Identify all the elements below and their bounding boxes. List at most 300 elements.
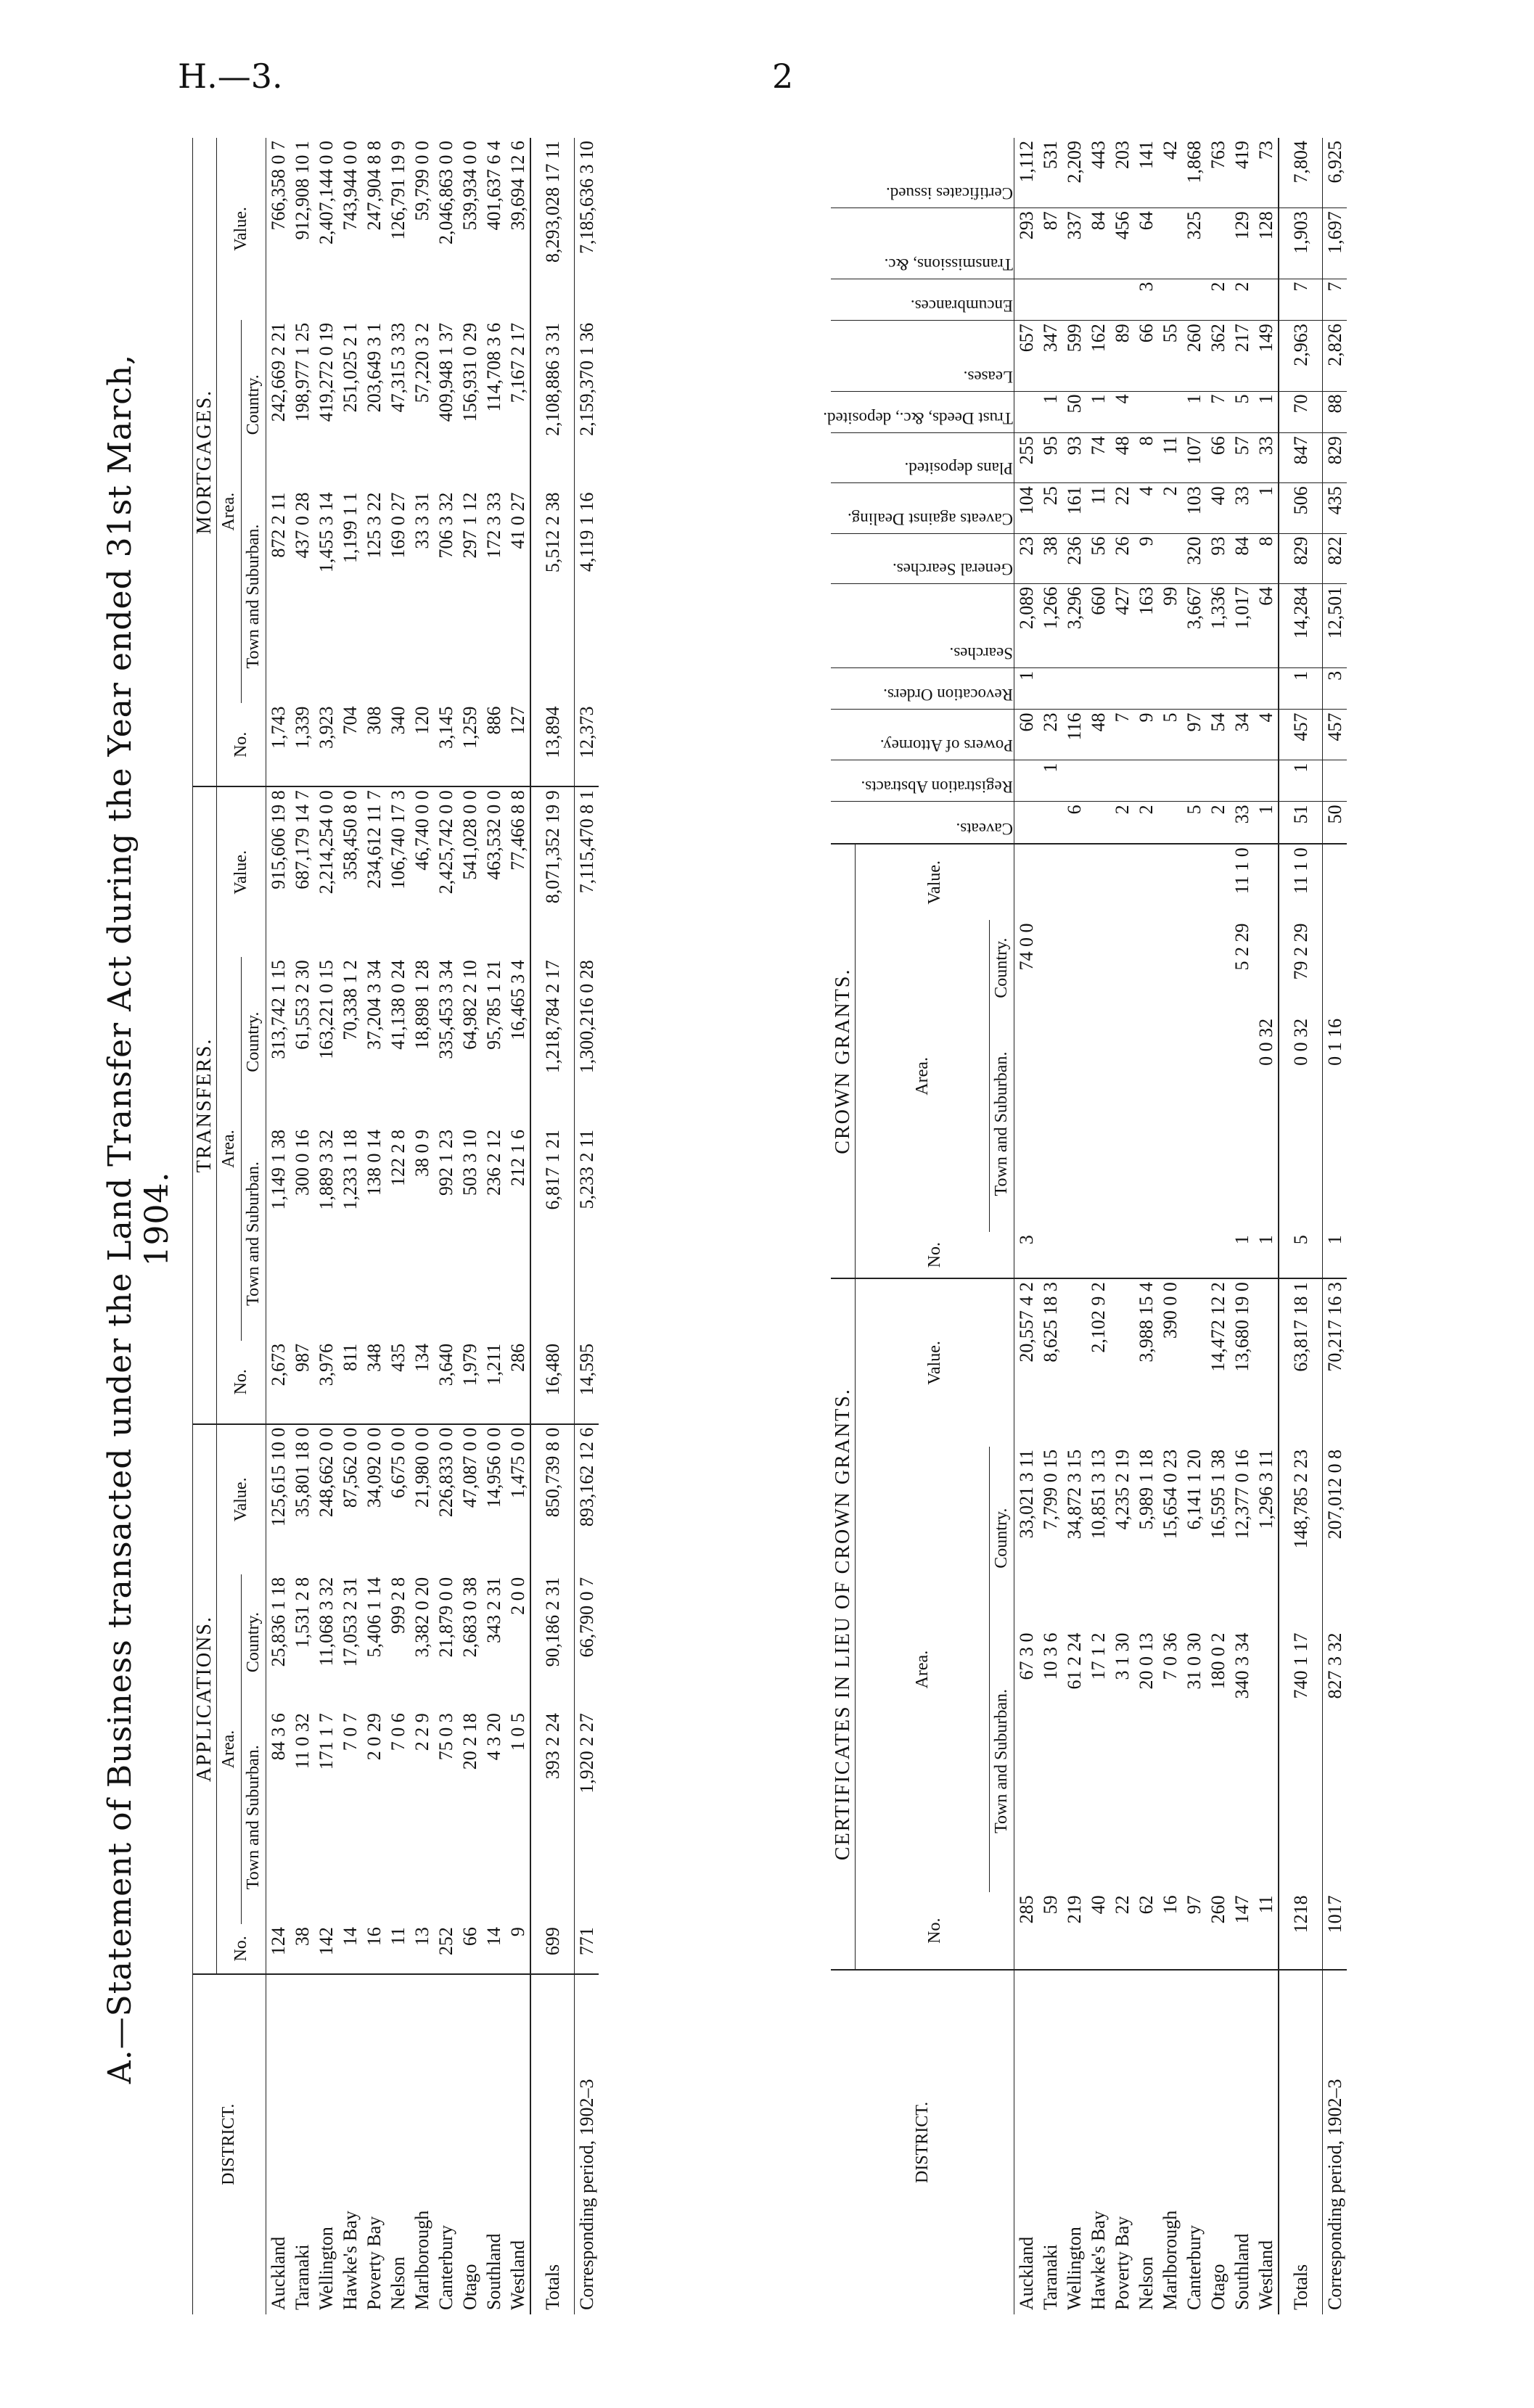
value-cell: 95,785 1 21 [483,960,504,1050]
value-cell: 1,531 2 8 [292,1577,313,1648]
value-cell [1110,1232,1134,1278]
table-row [1206,138,1230,2314]
count-cell: 104 [1014,483,1039,533]
applications-header: APPLICATIONS. [192,1424,217,1974]
value-cell: 127 [507,706,528,735]
district-name: Totals [530,1974,575,2314]
count-cell: 657 [1014,321,1039,391]
value-cell: 1,259 [459,706,480,749]
value-cell: 57,220 3 2 [411,322,432,403]
count-cell: 50 [1062,391,1086,433]
value-cell: 435 [387,1343,409,1372]
table-row [362,138,386,2314]
count-cell: 1,868 [1182,138,1206,208]
count-cell: 419 [1230,138,1254,208]
count-cell: 34 [1230,710,1254,760]
general-searches-header: General Searches. [892,559,1013,578]
value-cell: 14,956 0 0 [482,1424,506,1574]
value-cell: 75 0 3 [435,1713,456,1761]
count-cell: 103 [1182,483,1206,533]
value-cell: 340 [387,706,409,735]
value-cell [1134,1232,1158,1278]
count-cell [1014,802,1039,844]
count-cell [1086,760,1110,802]
powers-of-attorney-header: Powers of Attorney. [879,736,1013,755]
value-cell: 0 0 32 [1255,1018,1276,1066]
count-cell [1110,279,1134,321]
value-cell: 59,799 0 0 [411,141,432,221]
country-header: Country. [990,920,1014,1015]
value-cell: 252 [435,1927,456,1956]
business-table [192,138,599,2314]
value-cell: 169 0 27 [387,492,409,559]
count-cell: 1 [1038,391,1062,433]
count-cell: 236 [1062,533,1086,583]
value-cell: 1,149 1 38 [268,1129,289,1210]
value-cell: 850,739 8 0 [530,1424,575,1574]
count-cell: 203 [1110,138,1134,208]
value-cell: 14,595 [575,1341,599,1424]
district-name: Taranaki [1038,1970,1062,2314]
count-cell: 73 [1254,138,1279,208]
value-cell: 106,740 17 3 [386,786,410,957]
count-cell: 1,266 [1038,583,1062,667]
value-cell: 893,162 12 6 [575,1424,599,1574]
value-cell: 743,944 0 0 [340,141,361,231]
value-cell: 11 0 32 [292,1713,313,1770]
value-cell: 9 [507,1927,528,1937]
value-cell [1014,844,1039,920]
value-cell: 987 [292,1343,313,1372]
trust-deeds-header: Trust Deeds, &c., deposited. [823,409,1013,428]
value-cell: 7,115,470 8 1 [575,786,599,957]
count-cell [1038,279,1062,321]
value-cell [1206,1232,1230,1278]
count-cell: 443 [1086,138,1110,208]
count-cell: 5 [1182,802,1206,844]
value-cell: 37,204 3 34 [364,960,385,1050]
value-cell: 134 [411,1343,432,1372]
value-cell: 11 1 0 [1279,844,1323,920]
corresponding-period-row [1323,138,1348,2314]
count-cell: 7,804 [1279,138,1323,208]
count-cell: 1,017 [1230,583,1254,667]
count-cell: 2,089 [1014,583,1039,667]
value-cell: 1,211 [483,1343,504,1386]
district-name: Southland [1230,1970,1254,2314]
count-cell: 93 [1062,433,1086,483]
value-cell: 22 [1112,1895,1133,1915]
count-cell: 4 [1134,483,1158,533]
value-cell: 38 [292,1927,313,1947]
table-row [314,138,338,2314]
value-cell: 3,976 [316,1343,337,1386]
no-header: No. [217,1341,266,1424]
district-name: Canterbury [1182,1970,1206,2314]
count-cell [1323,760,1348,802]
count-cell: 1,336 [1206,583,1230,667]
value-cell: 7 0 6 [387,1713,409,1751]
district-name: Auckland [1014,1970,1039,2314]
count-cell: 847 [1279,433,1323,483]
value-cell: 61,553 2 30 [292,960,313,1050]
value-cell: 14 [340,1927,361,1947]
table-row [1182,138,1206,2314]
count-cell: 1,697 [1323,208,1348,279]
count-cell: 33 [1254,433,1279,483]
value-cell: 766,358 0 7 [268,141,289,231]
count-cell: 362 [1206,321,1230,391]
value-cell: 4 3 20 [483,1713,504,1761]
value-cell [1086,920,1110,1015]
value-cell: 87,562 0 0 [338,1424,362,1574]
value-cell: 706 3 32 [435,492,456,559]
count-cell: 33 [1230,483,1254,533]
transfers-header: TRANSFERS. [192,786,217,1423]
count-cell: 116 [1062,710,1086,760]
count-cell [1014,279,1039,321]
value-cell: 38 0 9 [411,1129,432,1177]
count-cell [1230,667,1254,710]
district-name: Hawke's Bay [338,1974,362,2314]
value-cell: 699 [530,1924,575,1973]
count-cell: 1 [1254,391,1279,433]
value-cell [1110,920,1134,1015]
count-cell: 50 [1323,802,1348,844]
value-cell: 3 1 30 [1112,1632,1133,1680]
value-cell: 992 1 23 [435,1129,456,1196]
count-cell: 1 [1182,391,1206,433]
value-cell: 31 0 30 [1184,1632,1205,1690]
count-cell: 11 [1086,483,1110,533]
value-cell: 79 2 29 [1279,920,1323,1015]
value-cell [1086,1016,1110,1232]
count-cell: 55 [1158,321,1182,391]
value-cell: 260 [1207,1895,1229,1924]
value-cell: 1,218,784 2 17 [530,957,575,1127]
plans-deposited-header: Plans deposited. [904,459,1013,478]
value-cell: 84 3 6 [268,1713,289,1761]
table-row [1086,138,1110,2314]
district-name: Nelson [1134,1970,1158,2314]
count-cell: 763 [1206,138,1230,208]
value-cell: 6,817 1 21 [530,1127,575,1341]
value-cell: 740 1 17 [1279,1630,1323,1892]
registration-abstracts-header: Registration Abstracts. [861,778,1013,797]
value-cell: 343 2 31 [483,1577,504,1643]
value-cell: 16,465 3 4 [507,960,528,1040]
value-cell: 77,466 8 8 [506,786,530,957]
value-cell: 1 [1255,1235,1276,1245]
value-cell [1254,1630,1279,1892]
count-cell [1158,760,1182,802]
value-cell: 138 0 14 [364,1129,385,1196]
count-cell: 2,826 [1323,321,1348,391]
count-cell: 2,963 [1279,321,1323,391]
value-cell: 248,662 0 0 [314,1424,338,1574]
value-cell [1182,1232,1206,1278]
count-cell: 23 [1014,533,1039,583]
district-name: Otago [1206,1970,1230,2314]
district-name: Corresponding period, 1902–3 [575,1974,599,2314]
value-cell: 0 1 16 [1323,1016,1348,1232]
value-cell [1062,920,1086,1015]
value-cell: 126,791 19 9 [387,141,409,240]
value-cell: 219 [1064,1895,1085,1924]
value-cell: 124 [268,1927,289,1956]
district-name: Marlborough [1158,1970,1182,2314]
count-cell: 74 [1086,433,1110,483]
count-cell: 829 [1279,533,1323,583]
value-cell: 2,102 9 2 [1086,1278,1110,1447]
value-cell: 62 [1136,1895,1157,1915]
value-cell [1110,1278,1134,1447]
count-cell [1062,279,1086,321]
area-header: Area. [217,320,242,704]
value-cell: 1,475 0 0 [506,1424,530,1574]
value-cell: 6,675 0 0 [386,1424,410,1574]
value-cell: 212 1 6 [507,1129,528,1186]
value-cell: 1,455 3 14 [316,492,337,573]
district-name: Hawke's Bay [1086,1970,1110,2314]
count-cell [1038,667,1062,710]
count-cell: 1 [1254,483,1279,533]
value-cell [1182,1016,1206,1232]
value-cell: 34,092 0 0 [362,1424,386,1574]
value-cell: 15,654 0 23 [1160,1449,1181,1540]
value-cell: 358,450 8 0 [338,786,362,957]
crown-grants-header: CROWN GRANTS. [831,844,856,1278]
certificates-table-body [1014,138,1348,2314]
value-cell: 34,872 3 15 [1064,1449,1085,1540]
count-cell: 22 [1110,483,1134,533]
value-cell: 11 [387,1927,409,1946]
count-cell: 64 [1254,583,1279,667]
value-cell [1230,1016,1254,1232]
value-cell: 4,119 1 16 [575,490,599,704]
value-cell: 247,904 8 8 [364,141,385,231]
value-cell: 172 3 33 [483,492,504,559]
count-cell: 23 [1038,710,1062,760]
value-cell: 8,071,352 19 9 [530,786,575,957]
value-cell: 999 2 8 [387,1577,409,1634]
value-cell: 2,407,144 0 0 [316,141,337,245]
value-cell [1254,844,1279,920]
value-cell: 59 [1040,1895,1061,1915]
value-cell: 16,480 [530,1341,575,1424]
value-cell: 207,012 0 8 [1323,1447,1348,1630]
value-cell: 437 0 28 [292,492,313,559]
value-cell: 1 [1231,1235,1252,1245]
value-cell [1086,844,1110,920]
count-cell: 3 [1134,279,1158,321]
count-cell [1110,667,1134,710]
district-name: Auckland [266,1974,291,2314]
table-row [482,138,506,2314]
value-cell: 2,046,863 0 0 [435,141,456,245]
value-cell: 148,785 2 23 [1279,1447,1323,1630]
count-cell [1182,279,1206,321]
value-cell [1323,920,1348,1015]
value-cell: 300 0 16 [292,1129,313,1196]
value-cell: 20 0 13 [1136,1632,1157,1690]
encumbrances-header: Encumbrances. [910,297,1013,316]
value-cell [1254,1278,1279,1447]
table-row [266,138,291,2314]
value-cell: 1,339 [292,706,313,749]
count-cell: 48 [1086,710,1110,760]
value-cell: 33 3 31 [411,492,432,549]
value-cell: 18,898 1 28 [411,960,432,1050]
value-cell: 198,977 1 25 [292,322,313,422]
count-cell: 2,209 [1062,138,1086,208]
value-cell [1038,844,1062,920]
value-cell: 74 0 0 [1016,923,1037,971]
count-cell: 435 [1323,483,1348,533]
value-cell: 35,801 18 0 [290,1424,314,1574]
value-cell: 47,087 0 0 [458,1424,482,1574]
value-cell: 5,406 1 14 [364,1577,385,1658]
count-cell: 48 [1110,433,1134,483]
table-row [386,138,410,2314]
count-cell: 84 [1230,533,1254,583]
count-cell [1158,667,1182,710]
count-cell: 9 [1134,710,1158,760]
value-cell: 1,979 [459,1343,480,1386]
value-cell: 16 [1160,1895,1181,1915]
district-name: Totals [1279,1970,1323,2314]
value-cell: 120 [411,706,432,735]
value-cell: 827 3 32 [1323,1630,1348,1892]
value-header: Value. [217,138,266,320]
count-cell: 56 [1086,533,1110,583]
count-cell: 1,903 [1279,208,1323,279]
count-cell: 163 [1134,583,1158,667]
value-cell: 46,740 0 0 [410,786,434,957]
count-cell: 325 [1182,208,1206,279]
count-cell: 97 [1182,710,1206,760]
count-cell: 11 [1158,433,1182,483]
value-cell: 2 0 29 [364,1713,385,1761]
count-cell [1062,667,1086,710]
value-cell: 1,296 3 11 [1255,1449,1276,1529]
count-cell: 129 [1230,208,1254,279]
count-cell: 128 [1254,208,1279,279]
count-cell: 6,925 [1323,138,1348,208]
value-cell: 3,988 15 4 [1134,1278,1158,1447]
value-cell: 1218 [1279,1892,1323,1970]
country-header: Country. [242,320,266,490]
value-cell: 236 2 12 [483,1129,504,1196]
value-cell [1158,1016,1182,1232]
value-cell: 7,185,636 3 10 [575,138,599,320]
area-header: Area. [217,957,242,1341]
count-cell [1134,391,1158,433]
district-name: Wellington [1062,1970,1086,2314]
value-cell [1134,1016,1158,1232]
value-cell: 13,894 [530,704,575,787]
value-cell: 1,889 3 32 [316,1129,337,1210]
count-cell: 599 [1062,321,1086,391]
value-header: Value. [217,786,266,957]
area-header: Area. [856,920,990,1232]
town-header: Town and Suburban. [242,1127,266,1341]
value-cell: 2,425,742 0 0 [434,786,458,957]
value-cell: 14,472 12 2 [1206,1278,1230,1447]
value-cell [1038,920,1062,1015]
value-cell: 915,606 19 8 [266,786,291,957]
count-cell: 87 [1038,208,1062,279]
value-cell [1134,844,1158,920]
transmissions-header: Transmissions, &c. [884,255,1013,274]
no-header: No. [217,1924,266,1973]
value-cell: 393 2 24 [530,1710,575,1924]
value-cell: 125,615 10 0 [266,1424,291,1574]
count-cell: 7 [1279,279,1323,321]
count-cell: 149 [1254,321,1279,391]
count-cell: 293 [1014,208,1039,279]
value-cell: 2 2 9 [411,1713,432,1751]
table-row [290,138,314,2314]
count-cell: 3,296 [1062,583,1086,667]
count-cell: 40 [1206,483,1230,533]
count-cell: 506 [1279,483,1323,533]
table-row [1062,138,1086,2314]
value-cell: 1 0 5 [507,1713,528,1751]
value-cell: 41 0 27 [507,492,528,549]
certificates-issued-header: Certificates issued. [885,184,1013,203]
district-name: Poverty Bay [362,1974,386,2314]
count-cell [1134,667,1158,710]
value-cell: 872 2 11 [268,492,289,558]
count-cell: 9 [1134,533,1158,583]
value-cell: 66 [459,1927,480,1947]
count-cell: 1,112 [1014,138,1039,208]
value-cell: 64,982 2 10 [459,960,480,1050]
value-cell [1110,844,1134,920]
district-name: Nelson [386,1974,410,2314]
count-cell: 2 [1134,802,1158,844]
town-header: Town and Suburban. [242,1710,266,1924]
value-cell: 5,989 1 18 [1136,1449,1157,1530]
count-cell: 337 [1062,208,1086,279]
value-cell: 1,233 1 18 [340,1129,361,1210]
count-cell: 54 [1206,710,1230,760]
value-cell: 886 [483,706,504,735]
value-cell: 390 0 0 [1158,1278,1182,1447]
value-header: Value. [856,844,1014,920]
value-cell: 3,923 [316,706,337,749]
value-cell [1182,920,1206,1015]
value-cell: 20 2 18 [459,1713,480,1770]
value-cell: 203,649 3 1 [364,322,385,413]
count-cell: 457 [1323,710,1348,760]
value-cell: 97 [1184,1895,1205,1915]
count-cell: 66 [1134,321,1158,391]
value-cell: 180 0 2 [1207,1632,1229,1690]
value-cell: 0 0 32 [1279,1016,1323,1232]
table-row [1230,138,1254,2314]
count-cell: 6 [1062,802,1086,844]
value-cell: 12,373 [575,704,599,787]
count-cell: 1 [1014,667,1039,710]
table-row [506,138,530,2314]
value-cell: 1017 [1323,1892,1348,1970]
mortgages-header: MORTGAGES. [192,138,217,786]
count-cell [1110,760,1134,802]
count-cell: 66 [1206,433,1230,483]
count-cell [1038,802,1062,844]
